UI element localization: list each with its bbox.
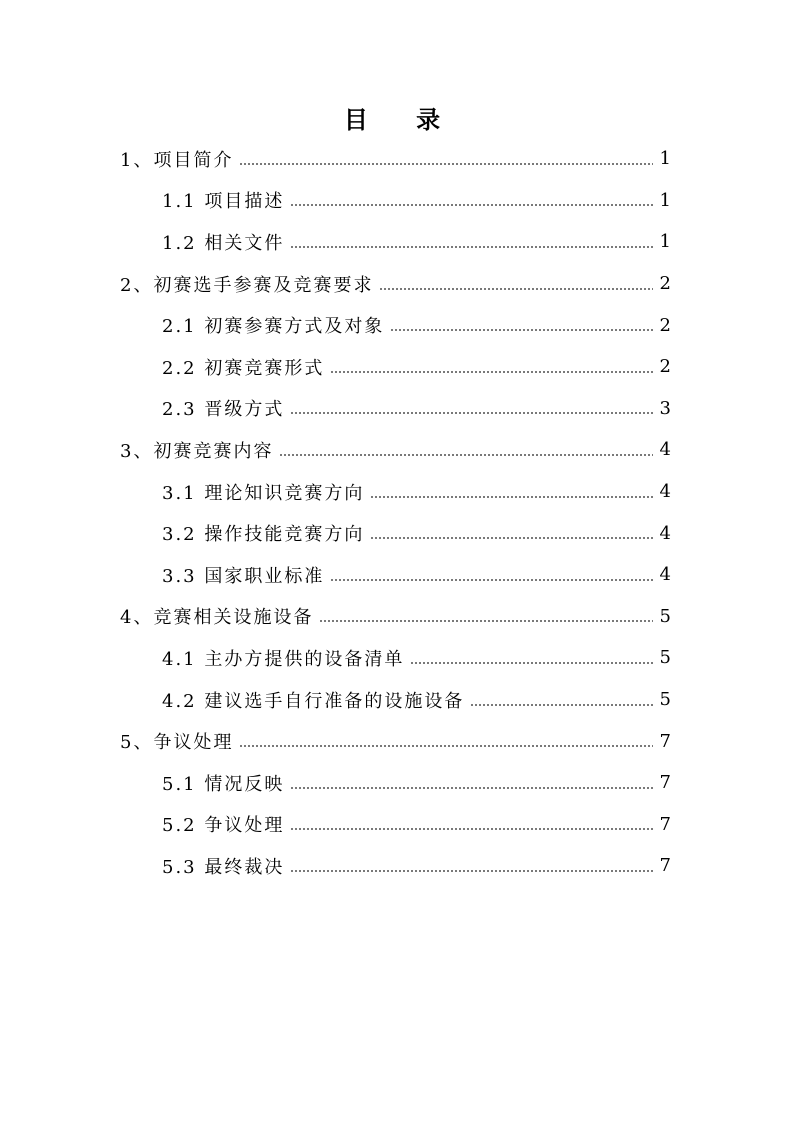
toc-entry-label: 2.3 晋级方式: [162, 399, 285, 421]
dot-leader: [290, 828, 653, 830]
dot-leader: [290, 412, 653, 414]
toc-entry-label: 2.1 初赛参赛方式及对象: [162, 316, 385, 338]
toc-entry[interactable]: [0, 679, 794, 721]
dot-leader: [390, 329, 653, 331]
toc-entry[interactable]: [0, 429, 794, 471]
toc-entry[interactable]: [0, 762, 794, 804]
toc-entry-label: 3.3 国家职业标准: [162, 565, 325, 587]
dot-leader: [370, 496, 653, 498]
dot-leader: [330, 579, 653, 581]
dot-leader: [470, 704, 653, 706]
toc-entry-label: 5.1 情况反映: [162, 773, 285, 795]
toc-entry[interactable]: [0, 304, 794, 346]
toc-entry-label: 4.2 建议选手自行准备的设施设备: [162, 690, 465, 712]
toc-entry-page: 2: [659, 273, 671, 295]
toc-entry-page: 7: [659, 730, 671, 752]
toc-entry-label: 4.1 主办方提供的设备清单: [162, 648, 405, 670]
toc-entry-label: 1.2 相关文件: [162, 232, 285, 254]
dot-leader: [410, 662, 653, 664]
dot-leader: [290, 870, 653, 872]
dot-leader: [239, 745, 653, 747]
dot-leader: [290, 246, 653, 248]
toc-entry-page: 1: [659, 189, 671, 211]
toc-entry-page: 3: [659, 397, 671, 419]
dot-leader: [290, 787, 653, 789]
toc-entry-page: 2: [659, 356, 671, 378]
dot-leader: [319, 620, 653, 622]
toc-entry-page: 7: [659, 772, 671, 794]
dot-leader: [290, 204, 653, 206]
toc-entry[interactable]: [0, 471, 794, 513]
toc-entry-label: 3.2 操作技能竞赛方向: [162, 524, 365, 546]
toc-entry[interactable]: [0, 720, 794, 762]
dot-leader: [239, 163, 653, 165]
toc-entry-page: 7: [659, 813, 671, 835]
toc-entry-label: 2、初赛选手参赛及竞赛要求: [120, 274, 374, 296]
toc-entry-page: 4: [659, 439, 671, 461]
toc-entry[interactable]: [0, 138, 794, 180]
dot-leader: [330, 371, 653, 373]
toc-entry-label: 1.1 项目描述: [162, 191, 285, 213]
toc-entry-page: 1: [659, 148, 671, 170]
toc-entry-label: 5.3 最终裁决: [162, 856, 285, 878]
toc-entry[interactable]: [0, 388, 794, 430]
toc-entry-page: 5: [659, 605, 671, 627]
toc-entry-label: 4、竞赛相关设施设备: [120, 607, 314, 629]
toc-entry-label: 3.1 理论知识竞赛方向: [162, 482, 365, 504]
toc-entry[interactable]: [0, 637, 794, 679]
toc-entry-label: 5.2 争议处理: [162, 815, 285, 837]
toc-entry-label: 2.2 初赛竞赛形式: [162, 357, 325, 379]
toc-entry[interactable]: [0, 221, 794, 263]
toc-list: [0, 138, 794, 887]
toc-entry-page: 4: [659, 564, 671, 586]
toc-entry-label: 5、争议处理: [120, 732, 234, 754]
toc-entry-page: 4: [659, 481, 671, 503]
toc-entry[interactable]: [0, 596, 794, 638]
toc-entry-page: 5: [659, 689, 671, 711]
toc-entry[interactable]: [0, 554, 794, 596]
toc-entry[interactable]: [0, 804, 794, 846]
toc-entry-label: 3、初赛竞赛内容: [120, 440, 274, 462]
toc-entry-page: 5: [659, 647, 671, 669]
dot-leader: [370, 537, 653, 539]
toc-entry-page: 4: [659, 522, 671, 544]
toc-entry-page: 2: [659, 314, 671, 336]
toc-entry[interactable]: [0, 263, 794, 305]
dot-leader: [379, 288, 653, 290]
toc-entry[interactable]: [0, 845, 794, 887]
toc-title: 目 录: [343, 106, 461, 134]
toc-entry[interactable]: [0, 512, 794, 554]
toc-entry-label: 1、项目简介: [120, 149, 234, 171]
toc-entry-page: 1: [659, 231, 671, 253]
dot-leader: [279, 454, 653, 456]
toc-entry[interactable]: [0, 346, 794, 388]
toc-entry-page: 7: [659, 855, 671, 877]
toc-entry[interactable]: [0, 180, 794, 222]
